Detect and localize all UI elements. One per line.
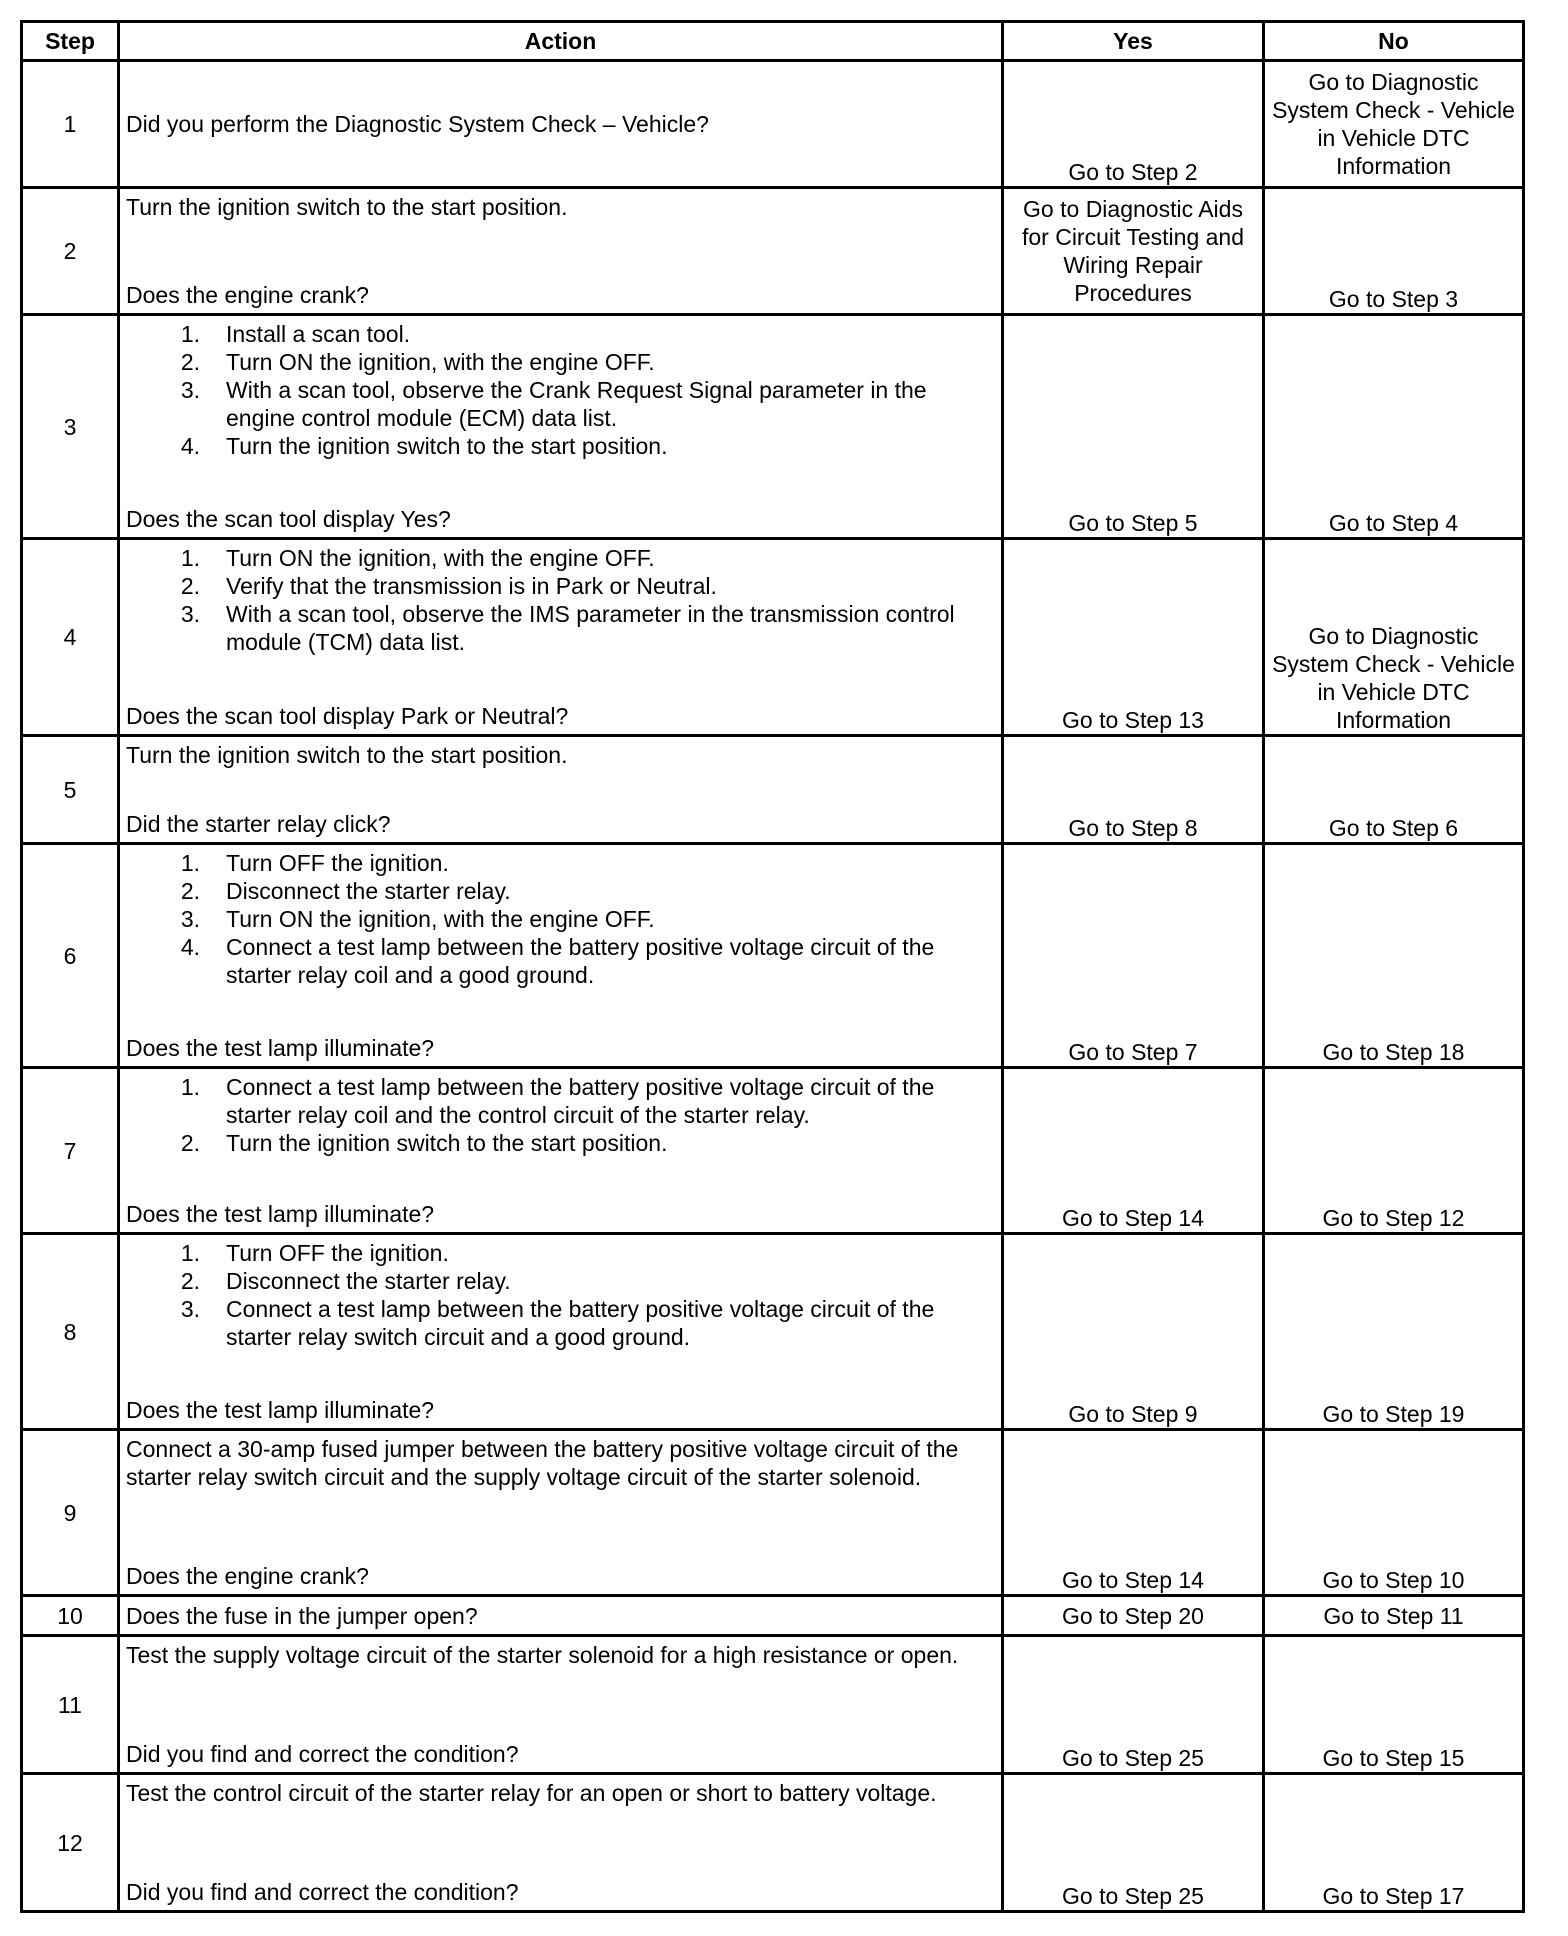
list-item-text: With a scan tool, observe the IMS parameter in the transmission control module (TCM) data list. [226, 601, 955, 655]
step-number: 5 [22, 736, 119, 844]
action-instructions [126, 544, 995, 656]
no-result: Go to Step 19 [1264, 1234, 1524, 1430]
action-instructions [126, 1779, 995, 1807]
yes-result: Go to Step 25 [1003, 1636, 1264, 1774]
list-item [126, 933, 995, 989]
list-item [126, 1239, 995, 1267]
step-number: 4 [22, 539, 119, 736]
action-content [126, 741, 995, 838]
action-cell [119, 1596, 1003, 1636]
list-item-text: Disconnect the starter relay. [226, 1268, 511, 1294]
list-item [126, 1129, 995, 1157]
list-item-number: 2. [180, 878, 200, 904]
step-number: 7 [22, 1068, 119, 1234]
action-content [126, 193, 995, 309]
step-number: 2 [22, 188, 119, 315]
list-item-text: Verify that the transmission is in Park or Neutral. [226, 573, 717, 599]
action-content [126, 1641, 995, 1768]
table-row [22, 315, 1524, 539]
action-intro: Turn the ignition switch to the start position. [126, 742, 568, 768]
action-cell [119, 1068, 1003, 1234]
list-item-number: 3. [180, 601, 200, 627]
action-question: Does the scan tool display Park or Neutral? [126, 703, 569, 729]
step-number: 3 [22, 315, 119, 539]
action-steps-list [126, 849, 995, 989]
action-question: Did you find and correct the condition? [126, 1879, 519, 1905]
table-row [22, 1068, 1524, 1234]
list-item-number: 2. [180, 573, 200, 599]
table-row [22, 188, 1524, 315]
action-intro: Test the control circuit of the starter relay for an open or short to battery voltage. [126, 1780, 937, 1806]
list-item-text: Connect a test lamp between the battery positive voltage circuit of the starter relay coil and a good ground. [226, 934, 935, 988]
yes-result: Go to Step 13 [1003, 539, 1264, 736]
list-item-number: 1. [180, 850, 200, 876]
action-content [126, 110, 995, 138]
list-item [126, 849, 995, 877]
yes-result: Go to Step 2 [1003, 61, 1264, 188]
list-item-number: 3. [180, 1296, 200, 1322]
list-item [126, 376, 995, 432]
list-item [126, 544, 995, 572]
step-number: 6 [22, 844, 119, 1068]
table-row [22, 1774, 1524, 1912]
no-result: Go to Diagnostic System Check - Vehicle in Vehicle DTC Information [1264, 539, 1524, 736]
yes-result: Go to Step 20 [1003, 1596, 1264, 1636]
no-result: Go to Diagnostic System Check - Vehicle in Vehicle DTC Information [1264, 61, 1524, 188]
list-item [126, 600, 995, 656]
header-yes: Yes [1003, 22, 1264, 61]
list-item-number: 1. [180, 321, 200, 347]
action-instructions [126, 320, 995, 460]
action-question: Did the starter relay click? [126, 811, 391, 837]
no-result: Go to Step 15 [1264, 1636, 1524, 1774]
table-row [22, 61, 1524, 188]
action-content [126, 1779, 995, 1906]
list-item-text: Turn the ignition switch to the start position. [226, 1130, 668, 1156]
list-item-text: Connect a test lamp between the battery positive voltage circuit of the starter relay coil and the control circuit of the starter relay. [226, 1074, 935, 1128]
step-number: 11 [22, 1636, 119, 1774]
table-row [22, 1430, 1524, 1596]
list-item-text: Connect a test lamp between the battery positive voltage circuit of the starter relay switch circuit and a good ground. [226, 1296, 935, 1350]
list-item-text: Disconnect the starter relay. [226, 878, 511, 904]
action-question: Does the scan tool display Yes? [126, 506, 451, 532]
list-item-text: Install a scan tool. [226, 321, 411, 347]
action-cell [119, 1636, 1003, 1774]
no-result: Go to Step 17 [1264, 1774, 1524, 1912]
table-row [22, 539, 1524, 736]
no-result: Go to Step 11 [1264, 1596, 1524, 1636]
step-number: 8 [22, 1234, 119, 1430]
action-question: Does the engine crank? [126, 1563, 369, 1589]
action-cell [119, 61, 1003, 188]
action-intro: Turn the ignition switch to the start position. [126, 194, 568, 220]
table-row [22, 1234, 1524, 1430]
action-instructions [126, 1239, 995, 1351]
no-result: Go to Step 10 [1264, 1430, 1524, 1596]
action-question: Does the fuse in the jumper open? [126, 1602, 478, 1629]
action-instructions [126, 741, 995, 769]
list-item [126, 572, 995, 600]
yes-result: Go to Step 25 [1003, 1774, 1264, 1912]
yes-result: Go to Step 8 [1003, 736, 1264, 844]
yes-result: Go to Diagnostic Aids for Circuit Testing and Wiring Repair Procedures [1003, 188, 1264, 315]
list-item-text: Turn OFF the ignition. [226, 1240, 449, 1266]
no-result: Go to Step 12 [1264, 1068, 1524, 1234]
step-number: 9 [22, 1430, 119, 1596]
no-result: Go to Step 18 [1264, 844, 1524, 1068]
yes-result: Go to Step 7 [1003, 844, 1264, 1068]
header-no: No [1264, 22, 1524, 61]
list-item-number: 4. [180, 433, 200, 459]
action-content [126, 544, 995, 730]
list-item [126, 905, 995, 933]
table-body [22, 61, 1524, 1912]
list-item [126, 432, 995, 460]
action-instructions [126, 1435, 995, 1491]
action-content [126, 1073, 995, 1228]
action-steps-list [126, 1073, 995, 1157]
list-item-number: 2. [180, 349, 200, 375]
action-instructions [126, 1641, 995, 1669]
action-cell [119, 1774, 1003, 1912]
action-cell [119, 1430, 1003, 1596]
list-item-text: Turn ON the ignition, with the engine OFF. [226, 545, 655, 571]
action-steps-list [126, 320, 995, 460]
action-content [126, 1602, 995, 1630]
header-action: Action [119, 22, 1003, 61]
list-item [126, 348, 995, 376]
action-steps-list [126, 1239, 995, 1351]
action-cell [119, 1234, 1003, 1430]
list-item [126, 1073, 995, 1129]
action-instructions [126, 1073, 995, 1157]
action-cell [119, 315, 1003, 539]
action-content [126, 320, 995, 533]
list-item-text: With a scan tool, observe the Crank Request Signal parameter in the engine control module (ECM) data list. [226, 377, 927, 431]
list-item-text: Turn ON the ignition, with the engine OFF. [226, 906, 655, 932]
list-item-number: 1. [180, 1074, 200, 1100]
action-content [126, 1435, 995, 1590]
yes-result: Go to Step 14 [1003, 1430, 1264, 1596]
step-number: 12 [22, 1774, 119, 1912]
header-row [22, 22, 1524, 61]
action-question: Does the test lamp illuminate? [126, 1035, 435, 1061]
step-number: 10 [22, 1596, 119, 1636]
list-item-number: 3. [180, 377, 200, 403]
list-item-number: 4. [180, 934, 200, 960]
action-instructions [126, 849, 995, 989]
action-instructions [126, 193, 995, 221]
action-content [126, 849, 995, 1062]
diagnostic-table [20, 20, 1525, 1913]
list-item-number: 1. [180, 545, 200, 571]
list-item-number: 3. [180, 906, 200, 932]
table-row [22, 1636, 1524, 1774]
header-step: Step [22, 22, 119, 61]
list-item-number: 2. [180, 1130, 200, 1156]
action-intro: Connect a 30-amp fused jumper between the battery positive voltage circuit of the starter relay switch circuit and the supply voltage circuit of the starter solenoid. [126, 1436, 959, 1490]
no-result: Go to Step 3 [1264, 188, 1524, 315]
yes-result: Go to Step 9 [1003, 1234, 1264, 1430]
list-item-number: 2. [180, 1268, 200, 1294]
yes-result: Go to Step 5 [1003, 315, 1264, 539]
table-row [22, 736, 1524, 844]
list-item-text: Turn ON the ignition, with the engine OFF. [226, 349, 655, 375]
table-row [22, 1596, 1524, 1636]
yes-result: Go to Step 14 [1003, 1068, 1264, 1234]
action-cell [119, 736, 1003, 844]
action-cell [119, 539, 1003, 736]
list-item [126, 877, 995, 905]
list-item-number: 1. [180, 1240, 200, 1266]
action-cell [119, 188, 1003, 315]
list-item [126, 1267, 995, 1295]
no-result: Go to Step 4 [1264, 315, 1524, 539]
list-item [126, 1295, 995, 1351]
action-cell [119, 844, 1003, 1068]
action-question: Did you perform the Diagnostic System Check – Vehicle? [126, 111, 709, 137]
list-item-text: Turn OFF the ignition. [226, 850, 449, 876]
action-intro: Test the supply voltage circuit of the starter solenoid for a high resistance or open. [126, 1642, 959, 1668]
list-item [126, 320, 995, 348]
action-question: Does the test lamp illuminate? [126, 1397, 435, 1423]
table-row [22, 844, 1524, 1068]
action-content [126, 1239, 995, 1424]
no-result: Go to Step 6 [1264, 736, 1524, 844]
action-question: Does the test lamp illuminate? [126, 1201, 435, 1227]
step-number: 1 [22, 61, 119, 188]
action-steps-list [126, 544, 995, 656]
action-question: Did you find and correct the condition? [126, 1741, 519, 1767]
list-item-text: Turn the ignition switch to the start position. [226, 433, 668, 459]
action-question: Does the engine crank? [126, 282, 369, 308]
